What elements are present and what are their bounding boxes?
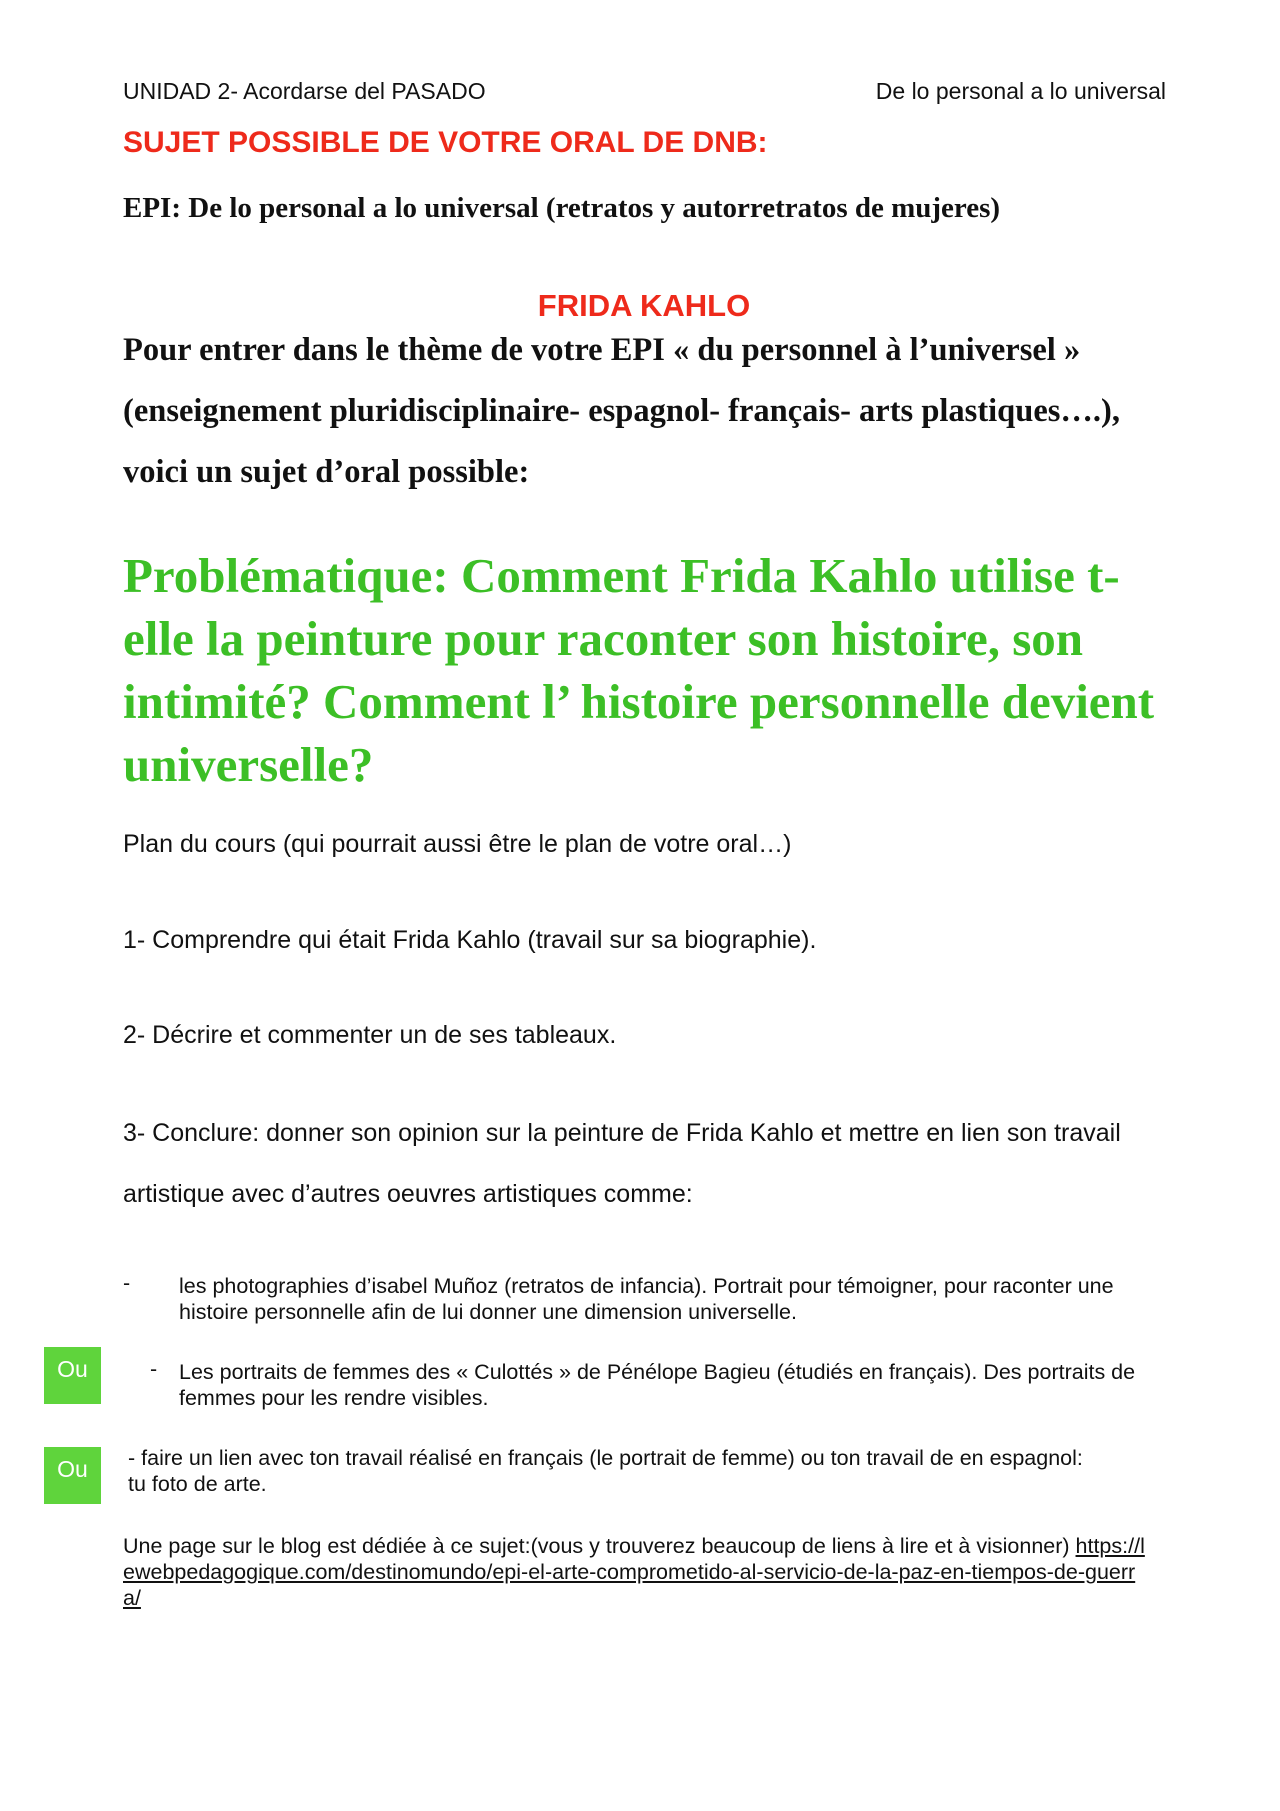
blog-paragraph [123, 1533, 1153, 1611]
ou-badge: Ou [44, 1447, 101, 1504]
plan-item-1: 1- Comprendre qui était Frida Kahlo (travail sur sa biographie). [123, 926, 817, 954]
problematique-heading: Problématique: Comment Frida Kahlo utilise t-elle la peinture pour raconter son histoire, son intimité? Comment l’ histoire personnelle devient universelle? [123, 548, 1155, 792]
subject-title: SUJET POSSIBLE DE VOTRE ORAL DE DNB: [123, 126, 768, 159]
intro-paragraph: Pour entrer dans le thème de votre EPI « du personnel à l’universel » (enseignement pluridisciplinaire- espagnol- français- arts plastiques….), voici un sujet d’oral possible: [123, 332, 1120, 490]
plan-item-3: 3- Conclure: donner son opinion sur la peinture de Frida Kahlo et mettre en lien son travail artistique avec d’autres oeuvres artistiques comme: [123, 1119, 1121, 1208]
ou-badge: Ou [44, 1347, 101, 1404]
plan-item-2: 2- Décrire et commenter un de ses tableaux. [123, 1021, 617, 1049]
bullet-dash: - [150, 1357, 158, 1381]
plan-title: Plan du cours (qui pourrait aussi être le plan de votre oral…) [123, 830, 792, 858]
blog-link[interactable]: https://lewebpedagogique.com/destinomundo/epi-el-arte-comprometido-al-servicio-de-la-paz-en-tiempos-de-guerra/ [123, 1534, 1145, 1610]
epi-line: EPI: De lo personal a lo universal (retratos y autorretratos de mujeres) [123, 192, 1001, 224]
bullet-text-3: - faire un lien avec ton travail réalisé en français (le portrait de femme) ou ton travail de en espagnol: tu foto de arte. [128, 1446, 1083, 1496]
header-left: UNIDAD 2- Acordarse del PASADO [123, 78, 486, 104]
bullet-dash: - [123, 1271, 131, 1295]
blog-text: Une page sur le blog est dédiée à ce sujet:(vous y trouverez beaucoup de liens à lire et à visionner) [123, 1534, 1076, 1558]
header-right: De lo personal a lo universal [875, 78, 1166, 104]
bullet-text-2: Les portraits de femmes des « Culottés » de Pénélope Bagieu (étudiés en français). Des portraits de femmes pour les rendre visibles. [179, 1360, 1136, 1410]
artist-title: FRIDA KAHLO [537, 288, 751, 323]
bullet-text-1: les photographies d’isabel Muñoz (retratos de infancia). Portrait pour témoigner, pour raconter une histoire personnelle afin de lui donner une dimension universelle. [179, 1274, 1114, 1324]
